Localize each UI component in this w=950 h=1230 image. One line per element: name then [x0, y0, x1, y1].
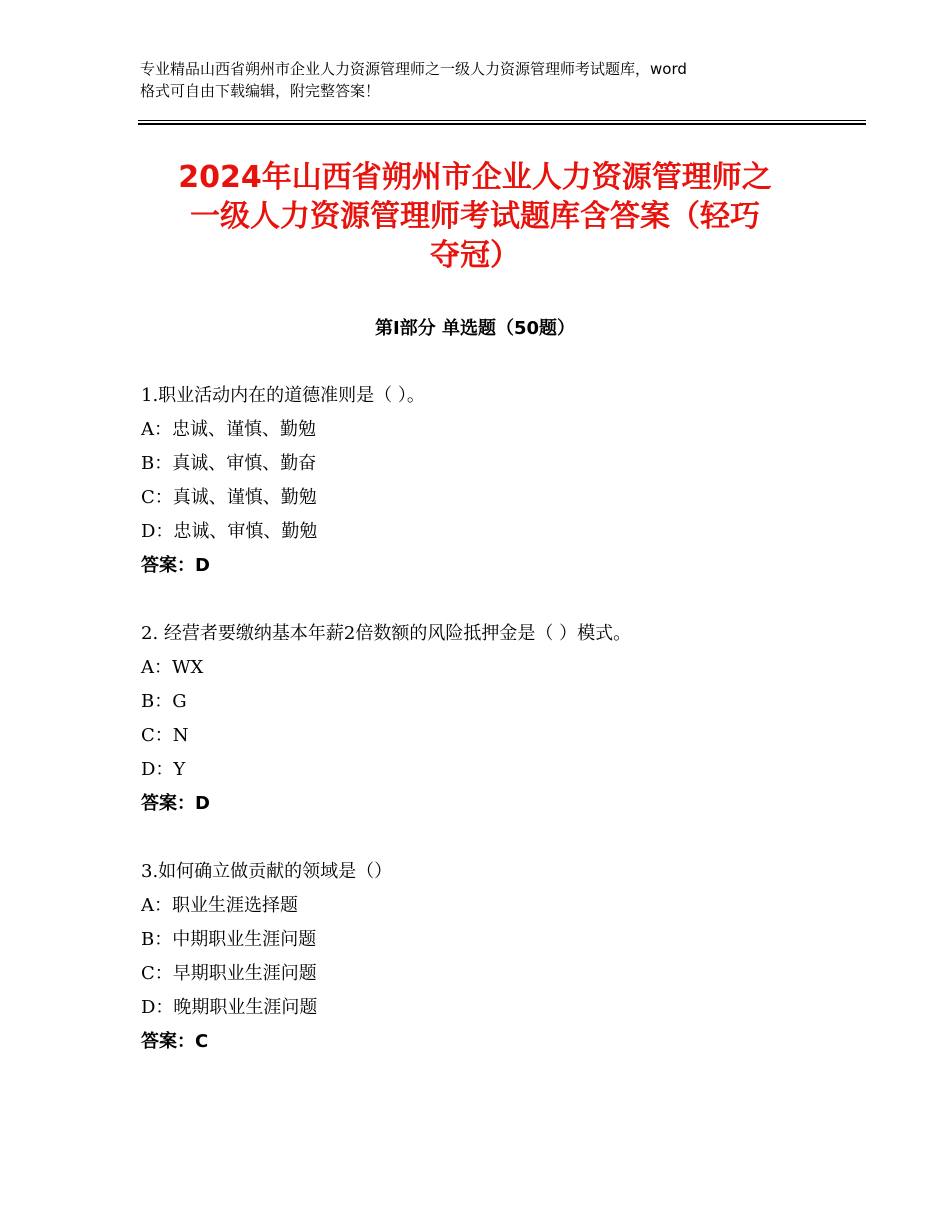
title-line-1: 2024年山西省朔州市企业人力资源管理师之 — [178, 160, 772, 195]
answer-line: 答案：C — [141, 1031, 209, 1052]
document-title — [138, 158, 812, 275]
header-note-line-1: 专业精品山西省朔州市企业人力资源管理师之一级人力资源管理师考试题库，word — [140, 60, 687, 78]
question-item — [141, 383, 841, 587]
option-d: D：忠诚、审慎、勤勉 — [141, 521, 318, 542]
option-d: D：Y — [141, 759, 186, 780]
question-list — [141, 383, 841, 1063]
answer-line: 答案：D — [141, 555, 210, 576]
option-b: B：G — [141, 691, 187, 712]
option-c: C：早期职业生涯问题 — [141, 963, 317, 984]
option-d: D：晚期职业生涯问题 — [141, 997, 318, 1018]
option-b: B：真诚、审慎、勤奋 — [141, 453, 317, 474]
option-a: A：忠诚、谨慎、勤勉 — [141, 419, 316, 440]
title-line-3: 夺冠） — [430, 238, 520, 273]
header-divider-thin — [138, 120, 866, 121]
answer-line: 答案：D — [141, 793, 210, 814]
option-a: A：WX — [141, 657, 204, 678]
header-note-line-2: 格式可自由下载编辑，附完整答案！ — [140, 82, 381, 100]
document-header-note — [140, 58, 820, 102]
question-stem: 3.如何确立做贡献的领域是（） — [141, 861, 393, 882]
question-item — [141, 859, 841, 1063]
question-stem: 1.职业活动内在的道德准则是（ ）。 — [141, 385, 425, 406]
question-stem: 2. 经营者要缴纳基本年薪2倍数额的风险抵押金是（ ）模式。 — [141, 623, 632, 644]
question-item — [141, 621, 841, 825]
header-divider-thick — [138, 123, 866, 125]
title-line-2: 一级人力资源管理师考试题库含答案（轻巧 — [190, 199, 760, 234]
option-c: C：真诚、谨慎、勤勉 — [141, 487, 317, 508]
option-b: B：中期职业生涯问题 — [141, 929, 317, 950]
option-a: A：职业生涯选择题 — [141, 895, 298, 916]
section-heading: 第Ⅰ部分 单选题（50题） — [374, 318, 575, 339]
option-c: C：N — [141, 725, 189, 746]
